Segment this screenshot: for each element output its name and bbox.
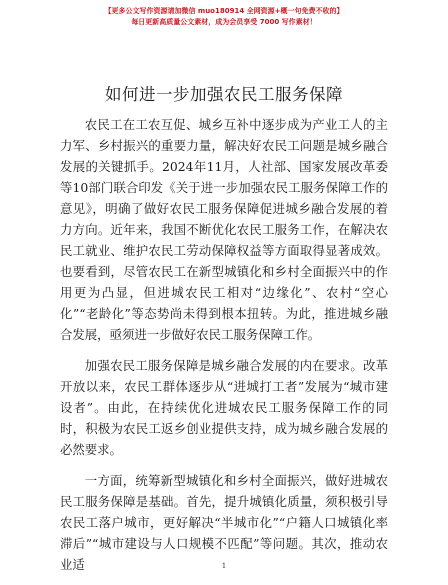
paragraph-3: 一方面，统筹新型城镇化和乡村全面振兴，做好进城农民工服务保障是基础。首先，提升城镇化质量，须积极引导农民工落户城市，更好解决“半城市化”“户籍人口城镇化率滞后”“城市建设与人口规模不匹配”等问题。其次，推动农业适 (60, 473, 388, 572)
promo-banner (0, 6, 448, 28)
document-title: 如何进一步加强农民工服务保障 (105, 85, 343, 104)
paragraph-1: 农民工在工农互促、城乡互补中逐步成为产业工人的主力军、乡村振兴的重要力量，解决好农民工问题是城乡融合发展的关键抓手。2024年11月，人社部、国家发展改革委等10部门联合印发《关于进一步加强农民工服务保障工作的意见》，明确了做好农民工服务保障促进城乡融合发展的着力方向。近年来，我国不断优化农民工服务工作，在解决农民工就业、维护农民工劳动保障权益等方面取得显著成效。也要看到，尽管农民工在新型城镇化和乡村全面振兴中的作用更为凸显，但进城农民工相对“边缘化”、农村“空心化”“老龄化”等态势尚未得到根本扭转。为此，推进城乡融合发展，亟须进一步做好农民工服务保障工作。 (60, 117, 388, 342)
promo-banner-line-1: 【更多公文写作资源请加微信 muo180914 全网资源+概一句免费不收的】 (104, 7, 344, 15)
document-body (60, 114, 388, 585)
paragraph-2: 加强农民工服务保障是城乡融合发展的内在要求。改革开放以来，农民工群体逐步从“进城打工者”发展为“城市建设者”。由此，在持续优化进城农民工服务保障工作的同时，积极为农民工返乡创业提供支持，成为城乡融合发展的必然要求。 (60, 358, 388, 457)
page-number: 1 (221, 562, 227, 570)
promo-banner-line-2: 每日更新高质量公文素材，成为会员享受 7000 写作素材！ (131, 18, 317, 26)
